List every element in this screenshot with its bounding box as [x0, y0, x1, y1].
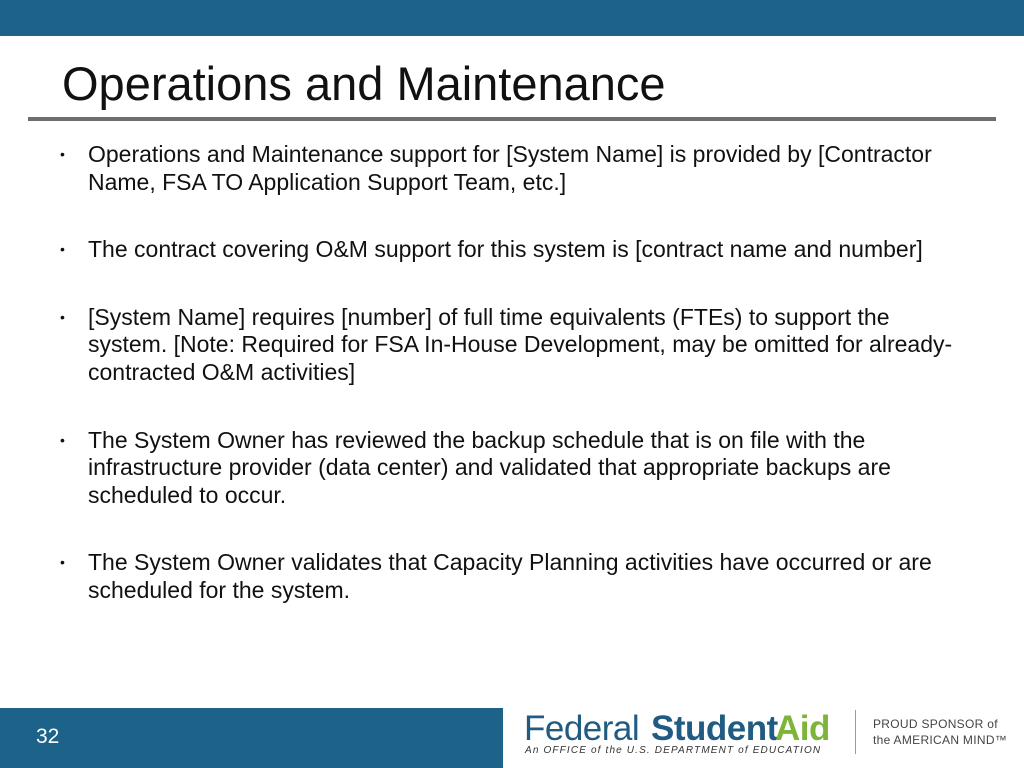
footer-band [0, 708, 503, 768]
slide-title: Operations and Maintenance [62, 57, 666, 110]
title-divider [28, 117, 996, 121]
top-banner [0, 0, 1024, 36]
logo-word-federal: Federal [524, 709, 640, 748]
federal-student-aid-logo [524, 708, 840, 768]
logo-word-aid: Aid [775, 709, 830, 748]
bullet-text: Operations and Maintenance support for [System Name] is provided by [Contractor Name, FSA TO Application Support Team, etc.] [88, 141, 932, 195]
bullet-item [60, 549, 965, 604]
footer [0, 708, 1024, 768]
bullet-text: The System Owner has reviewed the backup schedule that is on file with the infrastructure provider (data center) and validated that appropriate backups are scheduled to occur. [88, 426, 891, 508]
bullet-item [60, 236, 965, 264]
bullet-list [60, 141, 965, 645]
bullet-text: [System Name] requires [number] of full time equivalents (FTEs) to support the system. [Note: Required for FSA In-House Development, may be omitted for already-contracted O&M activities] [88, 303, 953, 385]
logo-tagline: An OFFICE of the U.S. DEPARTMENT of EDUCATION [525, 745, 822, 756]
logo-word-student: Student [651, 709, 778, 748]
logo-divider [855, 710, 856, 754]
bullet-icon: • [60, 146, 65, 162]
bullet-icon: • [60, 241, 65, 258]
bullet-icon: • [60, 554, 65, 571]
sponsor-line-2: the AMERICAN MIND™ [873, 733, 1008, 747]
bullet-text: The contract covering O&M support for this system is [contract name and number] [88, 236, 923, 263]
bullet-text: The System Owner validates that Capacity Planning activities have occurred or are scheduled for the system. [88, 549, 932, 603]
bullet-item [60, 304, 965, 387]
bullet-icon: • [60, 431, 65, 448]
sponsor-line-1: PROUD SPONSOR of [873, 717, 998, 731]
bullet-item [60, 427, 965, 510]
sponsor-tagline [873, 716, 1007, 748]
bullet-item [60, 141, 965, 196]
page-number: 32 [36, 725, 60, 748]
bullet-icon: • [60, 308, 65, 325]
